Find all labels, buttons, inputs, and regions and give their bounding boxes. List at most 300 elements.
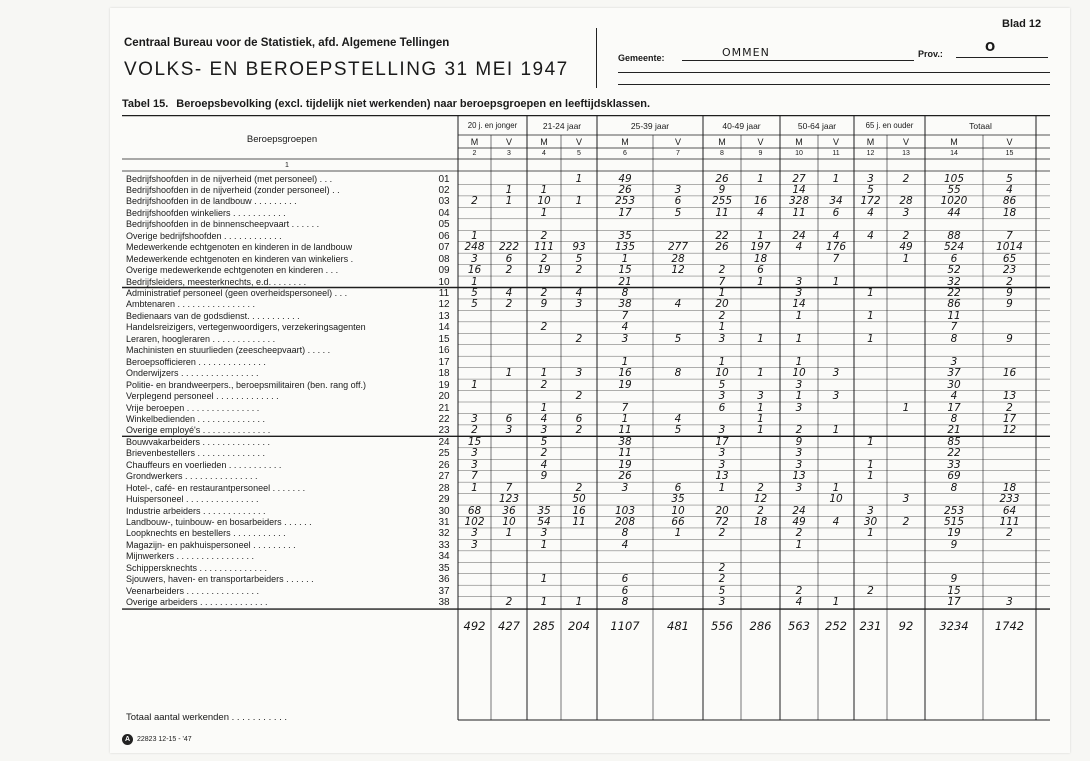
sex-header-v: V xyxy=(674,137,681,147)
sex-header-m: M xyxy=(540,137,548,147)
column-number: 10 xyxy=(795,150,803,157)
table-cell: 55 xyxy=(947,183,961,196)
table-cell: 10 xyxy=(829,493,843,506)
table-cell: 19 xyxy=(618,378,632,391)
table-cell: 4 xyxy=(621,321,629,334)
table-cell: 9 xyxy=(950,573,958,586)
age-group-header: 21-24 jaar xyxy=(542,121,582,131)
table-cell: 1 xyxy=(575,596,583,609)
table-cell: 17 xyxy=(715,435,729,448)
table-cell: 3 xyxy=(674,183,682,196)
row-label: Overige arbeiders . . . . . . . . . . . . . . xyxy=(126,597,268,608)
table-cell: 3 xyxy=(832,390,840,403)
table-cell: 30 xyxy=(863,516,878,528)
row-label: Winkelbedienden . . . . . . . . . . . . . . xyxy=(126,413,266,424)
table-cell: 1 xyxy=(505,367,513,380)
sex-header-v: V xyxy=(832,137,839,147)
row-code: 01 xyxy=(438,173,450,185)
table-cell: 3 xyxy=(902,206,910,219)
row-label: Bedrijfsleiders, meesterknechts, e.d. . . . . . . . xyxy=(126,276,307,287)
row-label: Administratief personeel (geen overheidspersoneel) . . . xyxy=(126,288,348,298)
total-cell: 427 xyxy=(498,619,520,634)
bureau-name: Centraal Bureau voor de Statistiek, afd. Algemene Tellingen xyxy=(124,37,450,49)
table-cell: 7 xyxy=(621,309,629,322)
table-cell: 1 xyxy=(867,332,874,345)
table-cell: 1 xyxy=(795,390,803,403)
sex-header-m: M xyxy=(795,137,803,147)
table-cell: 1 xyxy=(832,424,840,437)
table-cell: 6 xyxy=(505,412,513,425)
table-cell: 6 xyxy=(674,195,682,208)
row-label: Bedrijfshoofden in de nijverheid (zonder personeel) . . xyxy=(126,184,340,195)
table-cell: 26 xyxy=(618,470,632,483)
table-cell: 4 xyxy=(621,538,629,551)
table-cell: 21 xyxy=(947,424,961,437)
table-cell: 4 xyxy=(674,298,682,311)
table-cell: 9 xyxy=(540,470,548,483)
table-cell: 6 xyxy=(621,573,629,586)
age-group-header: 40-49 jaar xyxy=(722,121,761,131)
table-cell: 19 xyxy=(537,264,551,277)
table-cell: 1 xyxy=(575,195,583,208)
column-number: 7 xyxy=(676,150,680,157)
table-cell: 12 xyxy=(753,493,768,506)
table-cell: 6 xyxy=(832,206,840,219)
table-cell: 52 xyxy=(947,264,961,277)
table-cell: 17 xyxy=(947,401,961,414)
table-cell: 18 xyxy=(1002,206,1017,219)
table-cell: 2 xyxy=(540,252,548,265)
total-cell: 3234 xyxy=(939,619,969,634)
table-cell: 2 xyxy=(1006,275,1013,288)
table-cell: 17 xyxy=(1002,412,1017,425)
column-number: 12 xyxy=(866,150,875,157)
row-code: 13 xyxy=(438,310,450,322)
table-cell: 1 xyxy=(832,481,840,494)
table-cell: 2 xyxy=(505,264,513,277)
table-cell: 1 xyxy=(795,309,803,322)
table-number: Tabel 15. xyxy=(122,98,169,110)
table-cell: 2 xyxy=(718,561,726,574)
table-cell: 253 xyxy=(943,504,965,517)
table-cell: 2 xyxy=(471,424,478,437)
table-cell: 2 xyxy=(1006,401,1013,414)
table-cell: 7 xyxy=(832,252,840,265)
table-cell: 1 xyxy=(471,229,478,242)
table-cell: 2 xyxy=(575,390,583,403)
table-cell: 1 xyxy=(505,183,513,196)
row-label: Grondwerkers . . . . . . . . . . . . . . . xyxy=(126,471,258,482)
age-group-header: 65 j. en ouder xyxy=(865,121,914,130)
table-cell: 4 xyxy=(505,287,513,299)
table-cell: 11 xyxy=(715,206,729,219)
table-cell: 6 xyxy=(950,252,958,265)
table-cell: 5 xyxy=(718,378,726,391)
table-cell: 9 xyxy=(718,183,726,196)
table-cell: 5 xyxy=(674,424,682,437)
table-cell: 6 xyxy=(718,401,726,414)
column-number: 6 xyxy=(623,150,627,157)
table-cell: 9 xyxy=(1006,332,1013,345)
table-cell: 8 xyxy=(621,527,629,540)
table-cell: 111 xyxy=(533,241,555,254)
gemeente-label: Gemeente: xyxy=(618,53,665,63)
table-cell: 16 xyxy=(753,195,768,208)
table-cell: 65 xyxy=(1002,252,1017,265)
row-code: 12 xyxy=(438,299,450,311)
table-cell: 208 xyxy=(614,516,636,528)
table-cell: 3 xyxy=(575,298,583,311)
table-cell: 32 xyxy=(947,275,961,288)
row-code: 21 xyxy=(438,402,450,414)
table-cell: 1 xyxy=(795,538,803,551)
table-cell: 18 xyxy=(1002,481,1017,494)
table-cell: 11 xyxy=(947,309,961,322)
sex-header-m: M xyxy=(621,137,629,147)
sex-header-v: V xyxy=(1006,137,1013,147)
row-code: 15 xyxy=(438,333,450,345)
table-cell: 3 xyxy=(795,481,803,494)
row-code: 16 xyxy=(438,345,450,357)
table-cell: 3 xyxy=(621,481,629,494)
table-cell: 2 xyxy=(540,321,548,334)
column-number: 9 xyxy=(758,150,763,157)
table-cell: 1 xyxy=(867,435,874,448)
table-cell: 18 xyxy=(753,252,768,265)
row-code: 11 xyxy=(438,288,450,299)
column-number: 3 xyxy=(507,150,511,157)
table-cell: 3 xyxy=(471,412,478,425)
table-title xyxy=(122,98,650,110)
table-cell: 2 xyxy=(718,264,726,277)
row-code: 22 xyxy=(438,413,450,425)
table-cell: 13 xyxy=(792,470,806,483)
gemeente-value: OMMEN xyxy=(722,46,770,59)
row-code: 30 xyxy=(438,505,450,517)
table-cell: 86 xyxy=(947,298,961,311)
total-cell: 481 xyxy=(667,619,689,634)
row-code: 25 xyxy=(438,448,450,460)
table-cell: 18 xyxy=(753,516,768,528)
table-cell: 24 xyxy=(792,229,806,242)
table-cell: 3 xyxy=(621,332,629,345)
table-cell: 3 xyxy=(471,538,478,551)
table-cell: 30 xyxy=(947,378,961,391)
row-label: Verplegend personeel . . . . . . . . . . . . . xyxy=(126,391,279,402)
row-label: Ambtenaren . . . . . . . . . . . . . . . . xyxy=(126,299,256,310)
table-cell: 197 xyxy=(750,241,771,254)
table-cell: 93 xyxy=(572,241,586,254)
table-cell: 24 xyxy=(792,504,806,517)
table-cell: 7 xyxy=(1006,229,1013,242)
table-cell: 248 xyxy=(464,241,485,254)
table-cell: 4 xyxy=(832,516,840,528)
row-code: 06 xyxy=(438,230,450,242)
table-cell: 2 xyxy=(757,504,764,517)
table-title-text: Beroepsbevolking (excl. tijdelijk niet werkenden) naar beroepsgroepen en leeftijdsklassen. xyxy=(176,98,651,110)
table-cell: 36 xyxy=(502,504,516,517)
table-cell: 16 xyxy=(572,504,586,517)
row-label: Overige bedrijfshoofden . . . . . . . . . . . . xyxy=(126,230,282,241)
row-label: Bedrijfshoofden in de landbouw . . . . . . . . . xyxy=(126,196,297,207)
table-cell: 20 xyxy=(715,504,729,517)
page-title: VOLKS- EN BEROEPSTELLING 31 MEI 1947 xyxy=(124,59,569,80)
table-cell: 135 xyxy=(614,241,636,254)
table-cell: 15 xyxy=(618,264,632,277)
table-cell: 10 xyxy=(671,504,685,517)
table-cell: 1 xyxy=(757,275,764,288)
table-cell: 7 xyxy=(950,321,958,334)
printer-logo-icon: A xyxy=(122,734,133,745)
table-cell: 6 xyxy=(575,412,583,425)
row-code: 24 xyxy=(438,436,450,448)
row-label: Medewerkende echtgenoten en kinderen van winkeliers . xyxy=(126,253,354,264)
table-cell: 3 xyxy=(795,458,803,471)
print-code-text: 22823 12-15 - '47 xyxy=(137,736,192,743)
table-cell: 1 xyxy=(718,321,726,334)
table-cell: 277 xyxy=(667,241,689,254)
table-cell: 69 xyxy=(947,470,961,483)
sex-header-m: M xyxy=(950,137,958,147)
table-cell: 3 xyxy=(505,424,513,437)
total-cell: 1107 xyxy=(610,619,640,634)
column-number: 15 xyxy=(1005,150,1014,157)
table-cell: 1 xyxy=(674,527,682,540)
table-cell: 35 xyxy=(537,504,551,517)
table-cell: 8 xyxy=(950,412,958,425)
row-code: 09 xyxy=(438,265,450,277)
table-cell: 54 xyxy=(537,516,551,528)
sex-header-m: M xyxy=(470,137,479,147)
table-cell: 64 xyxy=(1002,504,1017,517)
table-cell: 4 xyxy=(867,206,874,219)
sex-header-v: V xyxy=(902,137,909,147)
table-cell: 1 xyxy=(867,458,874,471)
sex-header-v: V xyxy=(575,137,582,147)
table-cell: 44 xyxy=(947,206,961,219)
column-number: 8 xyxy=(720,150,724,157)
table-cell: 10 xyxy=(502,516,516,528)
table-cell: 49 xyxy=(792,516,806,528)
table-cell: 2 xyxy=(505,596,513,609)
table-cell: 22 xyxy=(715,229,729,242)
table-cell: 10 xyxy=(715,367,729,380)
table-cell: 176 xyxy=(825,241,847,254)
table-cell: 4 xyxy=(674,412,682,425)
table-cell: 33 xyxy=(947,458,961,471)
column-number: 2 xyxy=(472,150,477,157)
table-cell: 10 xyxy=(792,367,806,380)
table-cell: 1 xyxy=(757,424,764,437)
sex-header-m: M xyxy=(866,137,875,147)
table-cell: 1 xyxy=(621,252,629,265)
total-label: Totaal aantal werkenden . . . . . . . . . . . xyxy=(126,712,288,723)
row-code: 23 xyxy=(438,425,450,437)
table-cell: 1 xyxy=(505,527,513,540)
gemeente-line xyxy=(682,60,914,61)
table-cell: 103 xyxy=(614,504,636,517)
table-cell: 102 xyxy=(464,516,485,528)
age-group-header: 50-64 jaar xyxy=(797,121,837,131)
table-cell: 1 xyxy=(832,172,840,185)
sheet-number: Blad 12 xyxy=(1002,18,1042,30)
table-cell: 2 xyxy=(575,424,583,437)
table-cell: 4 xyxy=(950,390,958,403)
table-cell: 20 xyxy=(715,298,729,311)
table-cell: 1 xyxy=(902,252,910,265)
row-label: Bedienaars van de godsdienst. . . . . . . . . . . xyxy=(126,310,300,321)
table-cell: 4 xyxy=(757,206,764,219)
table-cell: 28 xyxy=(899,195,913,208)
row-label: Magazijn- en pakhuispersoneel . . . . . . . . . xyxy=(126,539,296,550)
table-cell: 12 xyxy=(1002,424,1017,437)
table-cell: 524 xyxy=(943,241,965,254)
table-cell: 3 xyxy=(718,596,726,609)
row-label: Overige employé's . . . . . . . . . . . . . . xyxy=(126,425,271,436)
table-cell: 255 xyxy=(711,195,733,208)
table-cell: 2 xyxy=(540,229,548,242)
table-cell: 1 xyxy=(471,481,478,494)
table-cell: 2 xyxy=(575,264,583,277)
table-cell: 2 xyxy=(718,573,726,586)
row-label: Machinisten en stuurlieden (zeescheepvaart) . . . . . xyxy=(126,345,331,356)
table-cell: 26 xyxy=(618,183,632,196)
table-cell: 1 xyxy=(540,183,548,196)
table-cell: 1 xyxy=(540,538,548,551)
table-cell: 4 xyxy=(795,241,803,254)
table-cell: 5 xyxy=(575,252,583,265)
table-cell: 7 xyxy=(621,401,629,414)
table-cell: 16 xyxy=(1002,367,1017,380)
table-cell: 26 xyxy=(715,241,729,254)
row-label: Chauffeurs en voerlieden . . . . . . . . . . . xyxy=(126,459,282,470)
table-cell: 6 xyxy=(621,584,629,597)
table-cell: 10 xyxy=(537,195,551,208)
table-cell: 49 xyxy=(899,241,913,254)
prov-label: Prov.: xyxy=(918,49,943,59)
table-cell: 2 xyxy=(540,447,548,460)
table-cell: 1 xyxy=(471,378,478,391)
total-cell: 252 xyxy=(825,619,847,634)
sex-header-v: V xyxy=(505,137,512,147)
total-cell: 204 xyxy=(568,619,590,634)
table-cell: 8 xyxy=(621,287,629,299)
table-cell: 3 xyxy=(471,527,478,540)
table-cell: 1 xyxy=(867,470,874,483)
table-cell: 7 xyxy=(718,275,726,288)
table-cell: 253 xyxy=(614,195,636,208)
table-cell: 3 xyxy=(867,172,874,185)
table-cell: 85 xyxy=(947,435,961,448)
table-cell: 2 xyxy=(902,172,910,185)
table-cell: 7 xyxy=(471,470,478,483)
column-number: 5 xyxy=(577,150,581,157)
total-cell: 286 xyxy=(749,619,772,634)
table-cell: 5 xyxy=(1006,172,1013,185)
table-cell: 3 xyxy=(950,355,958,368)
row-label: Politie- en brandweerpers., beroepsmilitairen (ben. rang off.) xyxy=(126,379,366,390)
table-cell: 2 xyxy=(575,481,583,494)
table-cell: 2 xyxy=(718,309,726,322)
row-code: 33 xyxy=(438,539,450,551)
row-code: 38 xyxy=(438,597,450,609)
table-cell: 5 xyxy=(540,435,548,448)
table-cell: 6 xyxy=(674,481,682,494)
row-code: 03 xyxy=(438,196,450,208)
table-cell: 8 xyxy=(674,367,682,380)
table-cell: 66 xyxy=(671,516,685,528)
column-number: 4 xyxy=(542,150,546,157)
row-label: Industrie arbeiders . . . . . . . . . . . . . xyxy=(126,505,266,516)
table-cell: 172 xyxy=(860,195,881,208)
row-code: 32 xyxy=(438,528,450,540)
table-cell: 3 xyxy=(757,390,764,403)
table-cell: 1 xyxy=(575,172,583,185)
data-table xyxy=(122,115,1050,726)
row-code: 27 xyxy=(438,471,450,483)
table-cell: 3 xyxy=(832,367,840,380)
table-cell: 15 xyxy=(947,584,961,597)
table-cell: 11 xyxy=(572,516,586,528)
column-number: 14 xyxy=(950,150,958,157)
table-cell: 515 xyxy=(943,516,965,528)
table-cell: 5 xyxy=(867,183,874,196)
row-code: 34 xyxy=(438,551,450,563)
table-cell: 3 xyxy=(471,252,478,265)
total-cell: 285 xyxy=(533,619,555,634)
table-cell: 3 xyxy=(718,447,726,460)
table-cell: 11 xyxy=(792,206,806,219)
table-cell: 2 xyxy=(505,298,513,311)
row-code: 28 xyxy=(438,482,450,494)
table-cell: 4 xyxy=(795,596,803,609)
table-cell: 37 xyxy=(947,367,961,380)
header-divider xyxy=(596,28,597,88)
table-cell: 6 xyxy=(757,264,764,277)
table-cell: 21 xyxy=(618,275,632,288)
table-cell: 8 xyxy=(621,596,629,609)
table-cell: 328 xyxy=(788,195,810,208)
total-cell: 1742 xyxy=(994,619,1025,634)
row-label: Bouwvakarbeiders . . . . . . . . . . . . . . xyxy=(126,436,271,447)
table-cell: 1 xyxy=(757,229,764,242)
table-cell: 9 xyxy=(1006,298,1013,311)
table-cell: 111 xyxy=(999,516,1020,528)
table-cell: 4 xyxy=(867,229,874,242)
table-cell: 11 xyxy=(618,424,632,437)
table-cell: 4 xyxy=(832,229,840,242)
row-label: Landbouw-, tuinbouw- en bosarbeiders . . . . . . xyxy=(126,517,312,527)
table-cell: 3 xyxy=(795,401,803,414)
table-cell: 5 xyxy=(471,287,478,299)
row-code: 17 xyxy=(438,356,450,368)
row-code: 36 xyxy=(438,574,450,586)
table-cell: 3 xyxy=(471,447,478,460)
row-code: 05 xyxy=(438,219,450,231)
table-cell: 2 xyxy=(718,527,726,540)
table-cell: 11 xyxy=(618,447,632,460)
table-cell: 2 xyxy=(795,584,803,597)
table-cell: 34 xyxy=(829,195,843,208)
table-cell: 2 xyxy=(540,287,548,299)
table-cell: 14 xyxy=(792,183,806,196)
prov-value: O xyxy=(985,40,996,54)
table-cell: 5 xyxy=(471,298,478,311)
column-number: 13 xyxy=(902,150,910,157)
age-group-header: 25-39 jaar xyxy=(630,121,670,131)
table-cell: 233 xyxy=(999,493,1020,506)
table-cell: 35 xyxy=(618,229,632,242)
